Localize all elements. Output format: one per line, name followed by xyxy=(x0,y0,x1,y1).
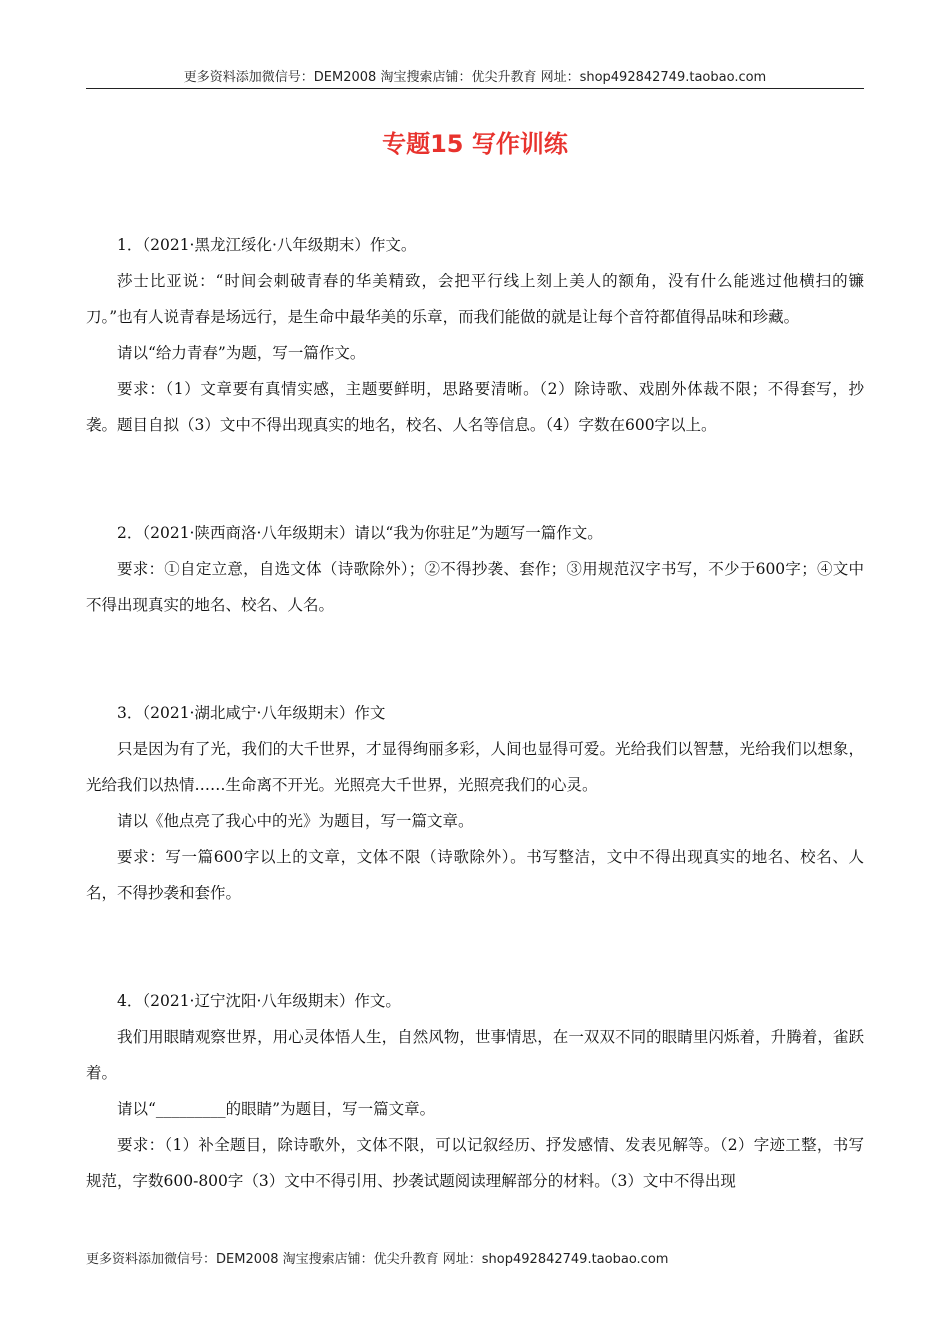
document-body xyxy=(86,227,864,1199)
question-paragraph: 要求：①自定立意，自选文体（诗歌除外）；②不得抄袭、套作；③用规范汉字书写，不少于600字；④文中不得出现真实的地名、校名、人名。 xyxy=(86,560,864,614)
question-heading: 3．（2021·湖北咸宁·八年级期末）作文 xyxy=(117,704,386,722)
question-paragraph: 要求：（1）补全题目，除诗歌外，文体不限，可以记叙经历、抒发感情、发表见解等。（2）字迹工整，书写规范，字数600-800字（3）文中不得引用、抄袭试题阅读理解部分的材料。（3）文中不得出现 xyxy=(86,1136,864,1190)
page-footer: 更多资料添加微信号：DEM2008 淘宝搜索店铺：优尖升教育 网址：shop492842749.taobao.com xyxy=(86,1252,669,1267)
question-paragraph: 请以“_________的眼睛”为题目，写一篇文章。 xyxy=(117,1100,436,1118)
header-divider xyxy=(86,88,864,89)
page-title: 专题15 写作训练 xyxy=(382,130,568,158)
question-1 xyxy=(86,227,864,443)
question-paragraph: 要求：写一篇600字以上的文章，文体不限（诗歌除外）。书写整洁，文中不得出现真实的地名、校名、人名，不得抄袭和套作。 xyxy=(86,848,864,902)
question-2 xyxy=(86,515,864,623)
question-paragraph: 我们用眼睛观察世界，用心灵体悟人生，自然风物，世事情思，在一双双不同的眼睛里闪烁着，升腾着，雀跃着。 xyxy=(86,1028,864,1082)
question-4 xyxy=(86,983,864,1199)
question-paragraph: 请以《他点亮了我心中的光》为题目，写一篇文章。 xyxy=(117,812,474,830)
question-heading: 2．（2021·陕西商洛·八年级期末）请以“我为你驻足”为题写一篇作文。 xyxy=(117,524,603,542)
question-paragraph: 请以“给力青春”为题，写一篇作文。 xyxy=(117,344,366,362)
page-header: 更多资料添加微信号：DEM2008 淘宝搜索店铺：优尖升教育 网址：shop492842749.taobao.com xyxy=(183,70,767,85)
question-heading: 4．（2021·辽宁沈阳·八年级期末）作文。 xyxy=(117,992,401,1010)
question-paragraph: 只是因为有了光，我们的大千世界，才显得绚丽多彩，人间也显得可爱。光给我们以智慧，光给我们以想象，光给我们以热情……生命离不开光。光照亮大千世界，光照亮我们的心灵。 xyxy=(86,740,864,794)
question-heading: 1．（2021·黑龙江绥化·八年级期末）作文。 xyxy=(117,236,417,254)
question-paragraph: 要求：（1）文章要有真情实感，主题要鲜明，思路要清晰。（2）除诗歌、戏剧外体裁不限；不得套写，抄袭。题目自拟（3）文中不得出现真实的地名，校名、人名等信息。（4）字数在600字以上。 xyxy=(86,380,864,434)
question-3 xyxy=(86,695,864,911)
question-paragraph: 莎士比亚说：“时间会刺破青春的华美精致，会把平行线上刻上美人的额角，没有什么能逃过他横扫的镰刀。”也有人说青春是场远行，是生命中最华美的乐章，而我们能做的就是让每个音符都值得品味和珍藏。 xyxy=(86,272,864,326)
